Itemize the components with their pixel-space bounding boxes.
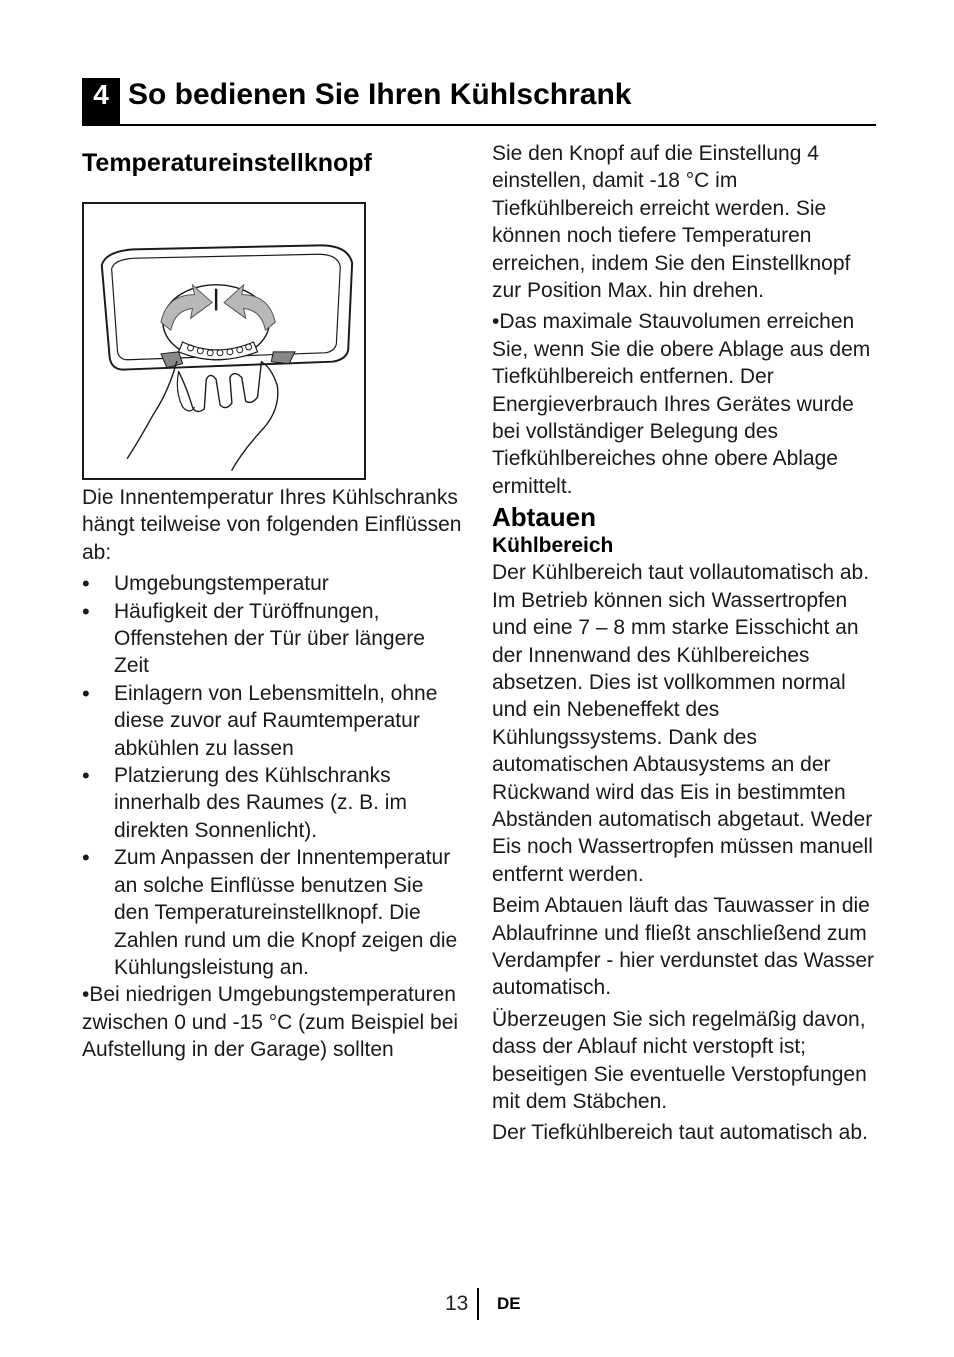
continuation-paragraph: Sie den Knopf auf die Einstellung 4 einstellen, damit -18 °C im Tiefkühlbereich erreicht werden. Sie können noch tiefere Temperaturen erreichen, indem Sie den Einstellknopf zur Position Max. hin drehen. [492, 142, 851, 303]
low-temperature-note: •Bei niedrigen Umgebungstemperaturen zwischen 0 und -15 °C (zum Beispiel bei Aufstellung in der Garage) sollten [82, 983, 459, 1062]
storage-volume-paragraph: •Das maximale Stauvolumen erreichen Sie, wenn Sie die obere Ablage aus dem Tiefkühlbereich entfernen. Der Energieverbrauch Ihres Gerätes wurde bei vollständiger Belegung des Tiefkühlbereiches ohne obere Ablage ermittelt. [492, 310, 871, 498]
chapter-title: So bedienen Sie Ihren Kühlschrank [128, 78, 632, 111]
subheading-fridge-compartment: Kühlbereich [492, 534, 614, 558]
chapter-header [82, 78, 876, 126]
right-column [492, 140, 882, 1147]
drainage-paragraph: Beim Abtauen läuft das Tauwasser in die Ablaufrinne und fließt anschließend zum Verdampfer - hier verdunstet das Wasser automatisch. [492, 894, 875, 1000]
section-heading-defrost: Abtauen [492, 502, 596, 533]
list-item: • Platzierung des Kühlschranks innerhalb des Raumes (z. B. im direkten Sonnenlicht). [82, 762, 462, 844]
list-item: • Einlagern von Lebensmitteln, ohne diese zuvor auf Raumtemperatur abkühlen zu lassen [82, 680, 462, 762]
defrost-paragraph: Der Kühlbereich taut vollautomatisch ab. Im Betrieb können sich Wassertropfen und eine 7 – 8 mm starke Eisschicht an der Innenwand des Kühlbereiches absetzen. Dies ist vollkommen normal und ein Nebeneffekt des Kühlungssystems. Dank des automatischen Abtausystems an der Rückwand wird das Eis in bestimmten Abständen automatisch abgetaut. Weder Eis noch Wassertropfen müssen manuell entfernt werden. [492, 561, 873, 886]
intro-paragraph: Die Innentemperatur Ihres Kühlschranks hängt teilweise von folgenden Einflüssen ab: [82, 486, 462, 564]
list-item: • Häufigkeit der Türöffnungen, Offenstehen der Tür über längere Zeit [82, 598, 462, 680]
influence-list [82, 570, 462, 981]
chapter-number: 4 [82, 78, 120, 124]
section-heading-thermostat: Temperatureinstellknopf [82, 149, 372, 177]
list-item: • Zum Anpassen der Innentemperatur an solche Einflüsse benutzen Sie den Temperatureinstellknopf. Die Zahlen rund um die Knopf zeigen die Kühlungsleistung an. [82, 844, 462, 981]
footer-divider [477, 1288, 479, 1320]
page-number: 13 [445, 1292, 469, 1315]
freezer-defrost-paragraph: Der Tiefkühlbereich taut automatisch ab. [492, 1121, 868, 1145]
thermostat-knob-illustration-icon [84, 204, 364, 478]
list-item: • Umgebungstemperatur [82, 570, 462, 597]
thermostat-figure [82, 202, 366, 480]
language-code: DE [497, 1294, 521, 1313]
hand [127, 362, 277, 470]
left-column [82, 146, 462, 1064]
drain-check-paragraph: Überzeugen Sie sich regelmäßig davon, dass der Ablauf nicht verstopft ist; beseitigen Sie eventuelle Verstopfungen mit dem Stäbchen. [492, 1007, 867, 1113]
page-footer [0, 1288, 954, 1320]
